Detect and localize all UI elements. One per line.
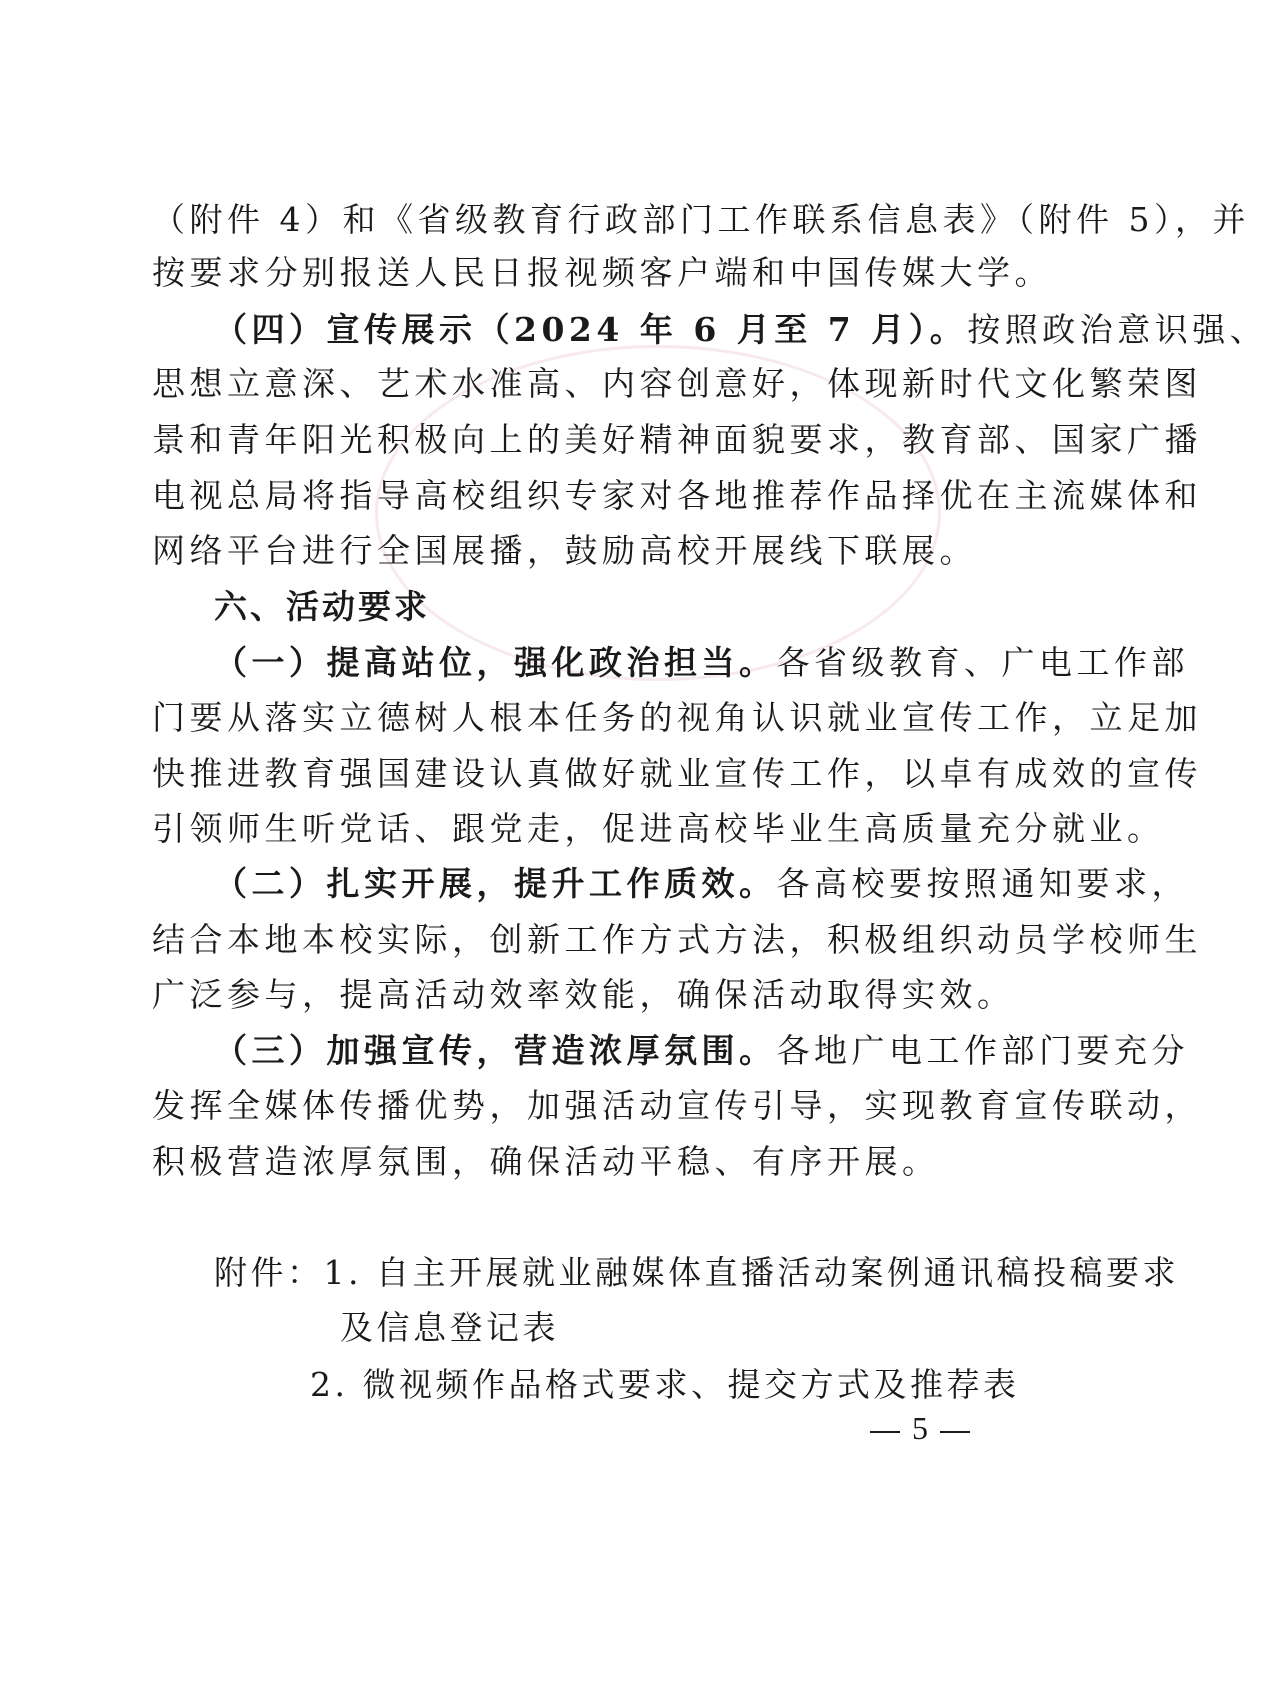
requirement-3-text-start: 各地广电工作部门要充分 [776, 1031, 1189, 1070]
requirement-2-first-line [214, 864, 1189, 904]
body-line-14: 结合本地本校实际，创新工作方式方法，积极组织动员学校师生 [152, 920, 1202, 959]
requirement-1-text-start: 各省级教育、广电工作部 [776, 643, 1189, 682]
requirement-3-first-line [214, 1031, 1189, 1071]
section-4-heading: （四）宣传展示（2024 年 6 月至 7 月）。 [214, 310, 968, 349]
page-number-value: 5 [912, 1410, 928, 1446]
page-number-left-dash [870, 1431, 900, 1433]
section-4-text-start: 按照政治意识强、 [967, 310, 1267, 349]
attachment-item-2: 2. 微视频作品格式要求、提交方式及推荐表 [310, 1365, 1020, 1404]
attachment-item-1-continued: 及信息登记表 [340, 1308, 559, 1347]
page-number [870, 1408, 970, 1448]
requirement-1-first-line [214, 643, 1189, 683]
body-line-11: 快推进教育强国建设认真做好就业宣传工作，以卓有成效的宣传 [152, 754, 1202, 793]
body-line-15: 广泛参与，提高活动效率效能，确保活动取得实效。 [152, 975, 1015, 1014]
body-line-10: 门要从落实立德树人根本任务的视角认识就业宣传工作，立足加 [152, 698, 1202, 737]
requirement-2-text-start: 各高校要按照通知要求， [776, 864, 1189, 903]
requirement-2-heading: （二）扎实开展，提升工作质效。 [214, 864, 777, 903]
body-line-5: 景和青年阳光积极向上的美好精神面貌要求，教育部、国家广播 [152, 420, 1202, 459]
body-line-12: 引领师生听党话、跟党走，促进高校毕业生高质量充分就业。 [152, 809, 1165, 848]
body-line-4: 思想立意深、艺术水准高、内容创意好，体现新时代文化繁荣图 [152, 364, 1202, 403]
body-line-6: 电视总局将指导高校组织专家对各地推荐作品择优在主流媒体和 [152, 476, 1202, 515]
attachment-item-1: 附件：1. 自主开展就业融媒体直播活动案例通讯稿投稿要求 [214, 1253, 1179, 1292]
body-line-18: 积极营造浓厚氛围，确保活动平稳、有序开展。 [152, 1142, 940, 1181]
body-line-1: （附件 4）和《省级教育行政部门工作联系信息表》（附件 5），并 [152, 200, 1250, 239]
requirement-1-heading: （一）提高站位，强化政治担当。 [214, 643, 777, 682]
section-heading-activity-requirements: 六、活动要求 [214, 587, 430, 626]
requirement-3-heading: （三）加强宣传，营造浓厚氛围。 [214, 1031, 777, 1070]
body-line-7: 网络平台进行全国展播，鼓励高校开展线下联展。 [152, 531, 977, 570]
body-line-17: 发挥全媒体传播优势，加强活动宣传引导，实现教育宣传联动， [152, 1086, 1202, 1125]
page-number-right-dash [940, 1431, 970, 1433]
body-line-2: 按要求分别报送人民日报视频客户端和中国传媒大学。 [152, 253, 1052, 292]
section-4-paragraph-first-line [214, 310, 1267, 350]
